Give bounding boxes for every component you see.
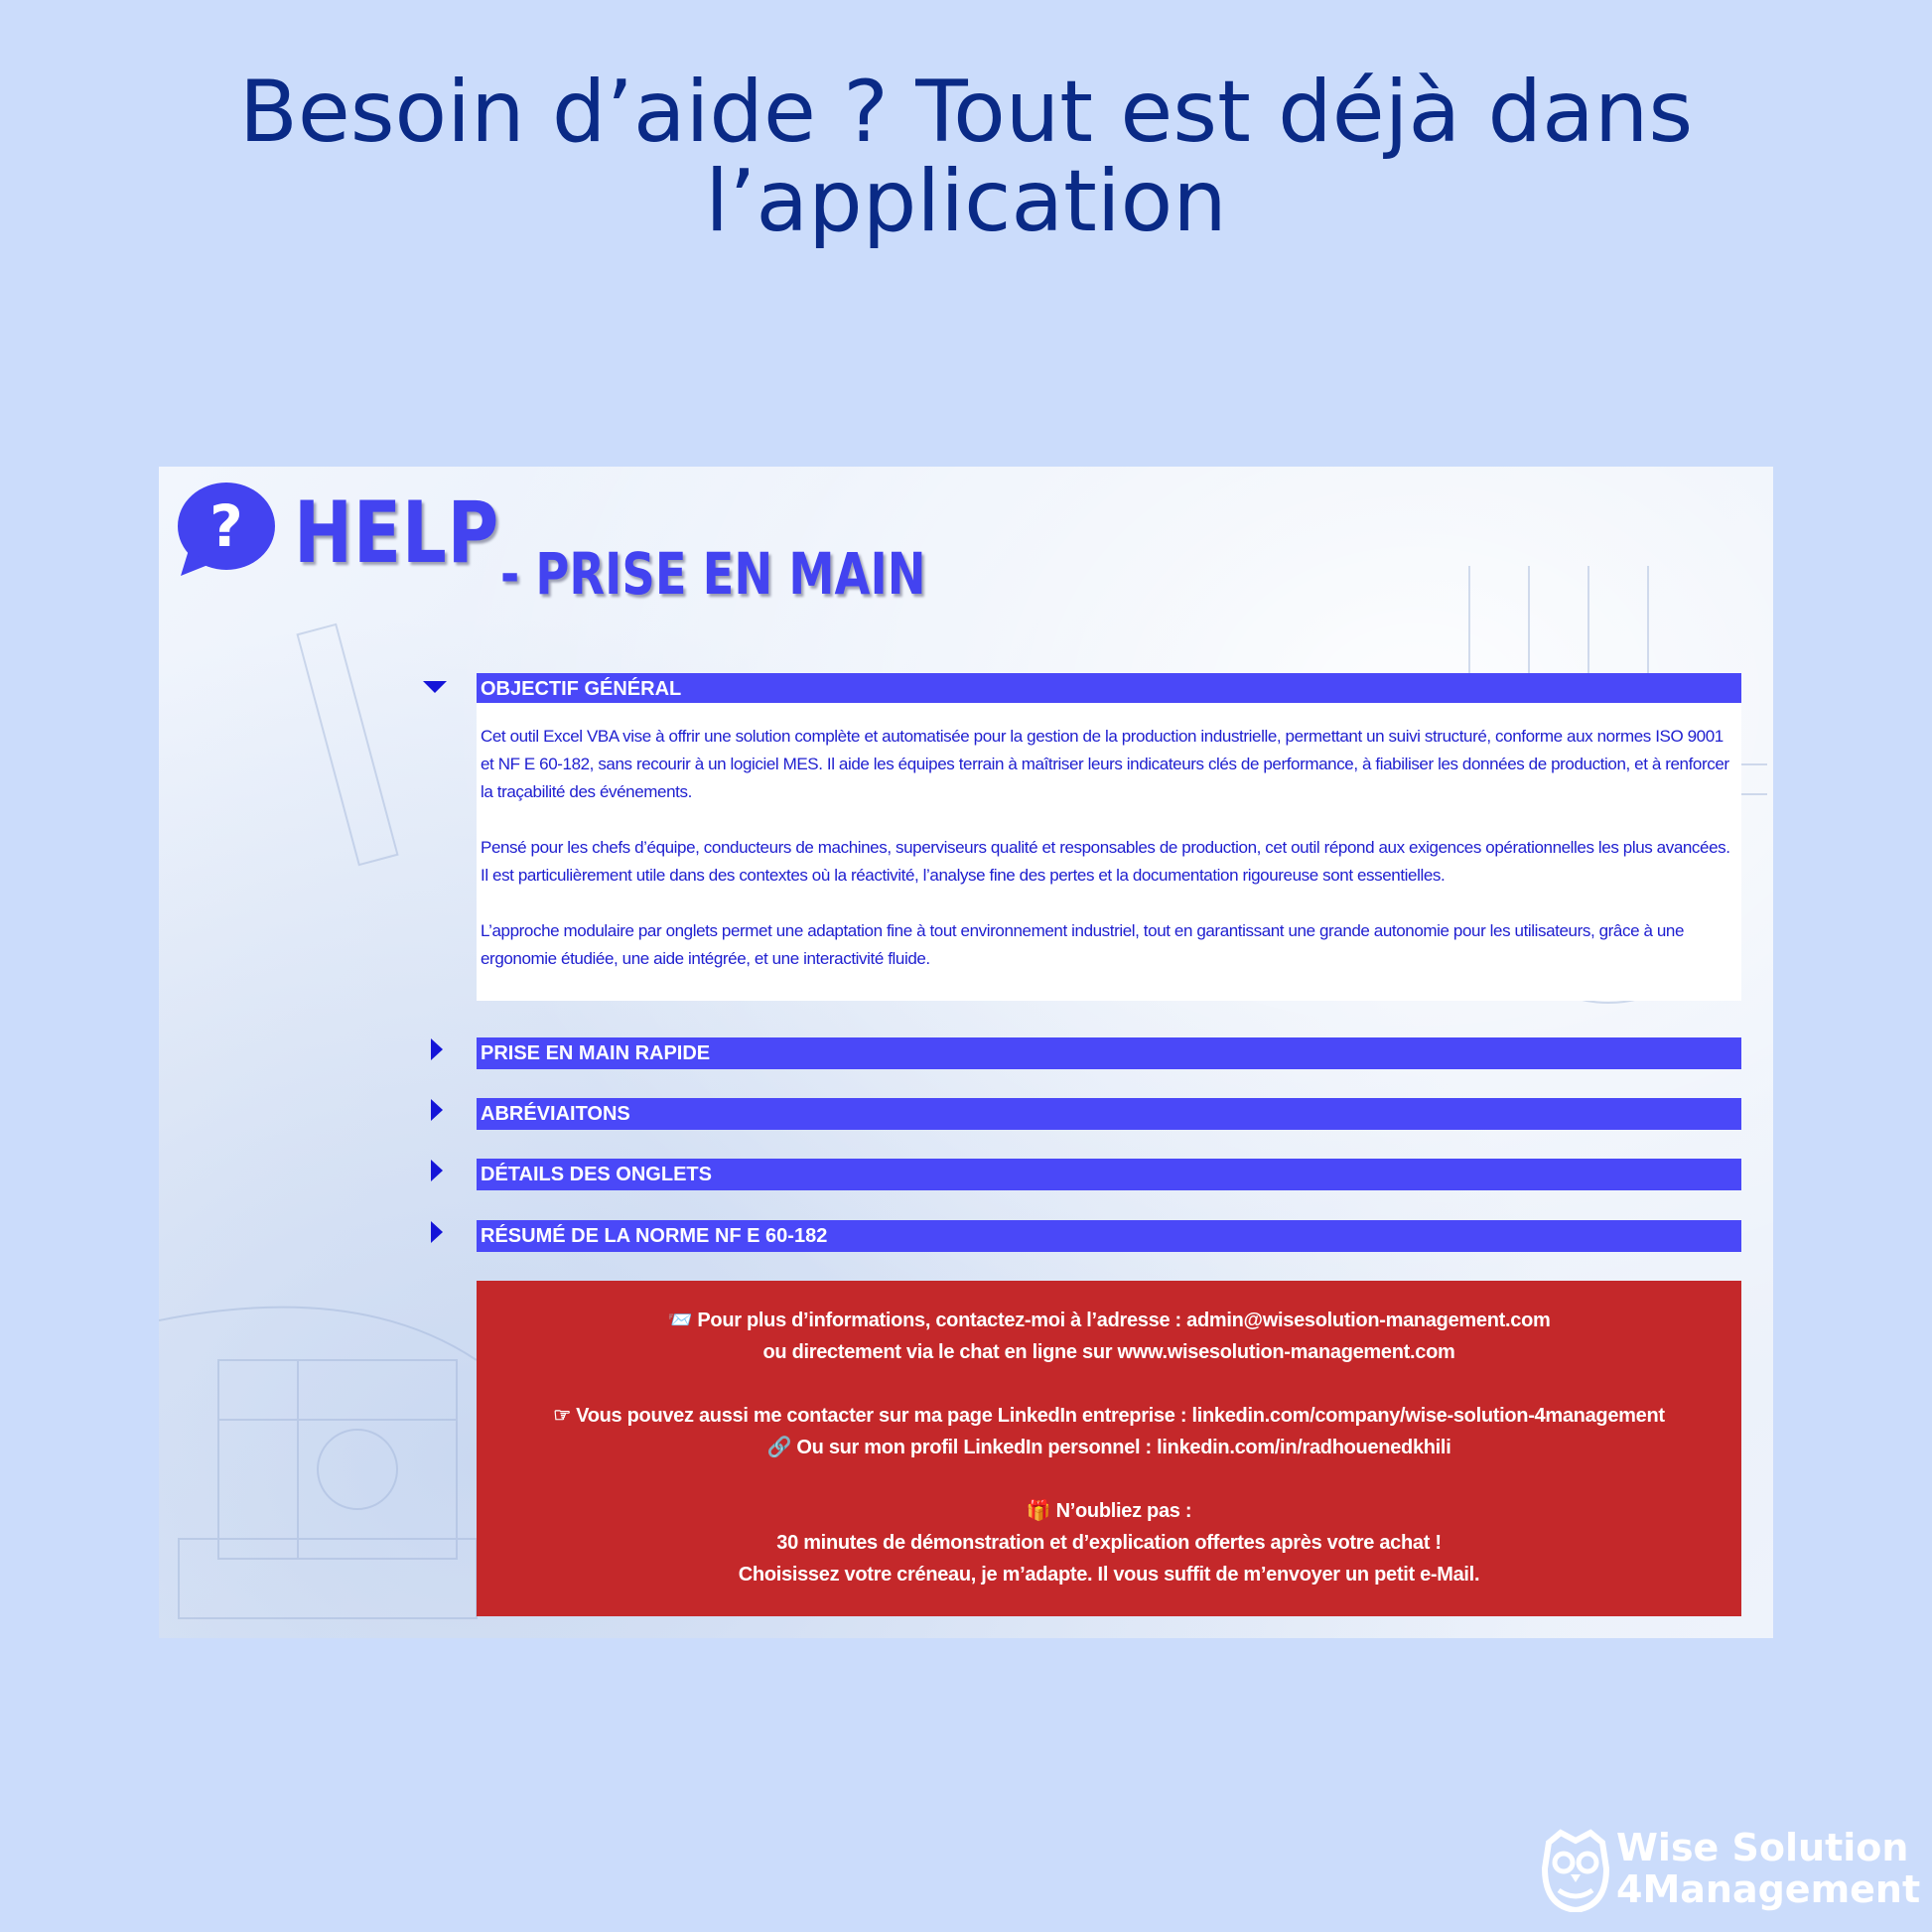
- section-details-onglets[interactable]: DÉTAILS DES ONGLETS: [477, 1159, 1741, 1190]
- headline-line-1: Besoin d’aide ? Tout est déjà dans: [238, 63, 1694, 162]
- contact-linkedin-company-line[interactable]: ☞ Vous pouvez aussi me contacter sur ma page LinkedIn entreprise : linkedin.com/company/wise-solution-4management: [553, 1405, 1665, 1427]
- expand-arrow-icon[interactable]: [431, 1099, 443, 1121]
- owl-logo-icon: [1541, 1829, 1610, 1912]
- section-objectif-general[interactable]: OBJECTIF GÉNÉRAL: [477, 673, 1741, 705]
- question-glyph: ?: [209, 492, 243, 560]
- collapse-arrow-icon[interactable]: [423, 681, 447, 693]
- contact-email-line[interactable]: 📨 Pour plus d’informations, contactez-moi à l’adresse : admin@wisesolution-management.com: [667, 1310, 1551, 1331]
- question-bubble-icon: [175, 481, 278, 580]
- help-subtitle: - PRISE EN MAIN: [500, 540, 926, 608]
- objectif-paragraph-3: L’approche modulaire par onglets permet une adaptation fine à tout environnement industriel, tout en garantissant une grande autonomie pour les utilisateurs, grâce à une ergonomie étudiée, une aide intégrée, et une interactivité fluide.: [481, 921, 1685, 968]
- offer-heading: 🎁 N’oubliez pas :: [1026, 1500, 1192, 1522]
- section-resume-norme[interactable]: RÉSUMÉ DE LA NORME NF E 60-182: [477, 1220, 1741, 1252]
- offer-line-2: Choisissez votre créneau, je m’adapte. Il vous suffit de m’envoyer un petit e-Mail.: [738, 1564, 1480, 1586]
- contact-panel: [477, 1281, 1741, 1616]
- help-title: HELP: [294, 483, 500, 583]
- brand-name-line-1: Wise Solution: [1616, 1826, 1909, 1869]
- offer-line-1: 30 minutes de démonstration et d’explication offertes après votre achat !: [776, 1532, 1442, 1554]
- page-headline: [0, 63, 1932, 251]
- contact-linkedin-personal-line[interactable]: 🔗 Ou sur mon profil LinkedIn personnel : linkedin.com/in/radhouenedkhili: [766, 1437, 1451, 1458]
- objectif-paragraph-2: Pensé pour les chefs d’équipe, conducteurs de machines, superviseurs qualité et responsables de production, cet outil répond aux exigences opérationnelles les plus avancées. Il est particulièrement utile dans des contextes où la réactivité, l’analyse fine des pertes et la documentation rigoureuse sont essentielles.: [481, 838, 1730, 885]
- expand-arrow-icon[interactable]: [431, 1038, 443, 1060]
- section-prise-en-main-rapide[interactable]: PRISE EN MAIN RAPIDE: [477, 1037, 1741, 1069]
- headline-line-2: l’application: [705, 152, 1227, 251]
- brand-logo: [1541, 1827, 1928, 1916]
- brand-name-line-2: 4Management: [1616, 1867, 1921, 1911]
- expand-arrow-icon[interactable]: [431, 1160, 443, 1181]
- objectif-paragraph-1: Cet outil Excel VBA vise à offrir une solution complète et automatisée pour la gestion de la production industrielle, permettant un suivi structuré, conforme aux normes ISO 9001 et NF E 60-182, sans recourir à un logiciel MES. Il aide les équipes terrain à maîtriser leurs indicateurs clés de performance, à fiabiliser les données de production, et à renforcer la traçabilité des événements.: [481, 727, 1729, 801]
- section-abreviations[interactable]: ABRÉVIAITONS: [477, 1098, 1741, 1130]
- expand-arrow-icon[interactable]: [431, 1221, 443, 1243]
- app-help-screenshot: [159, 467, 1773, 1638]
- contact-website-line[interactable]: ou directement via le chat en ligne sur www.wisesolution-management.com: [762, 1341, 1455, 1363]
- objectif-content: [477, 703, 1741, 1001]
